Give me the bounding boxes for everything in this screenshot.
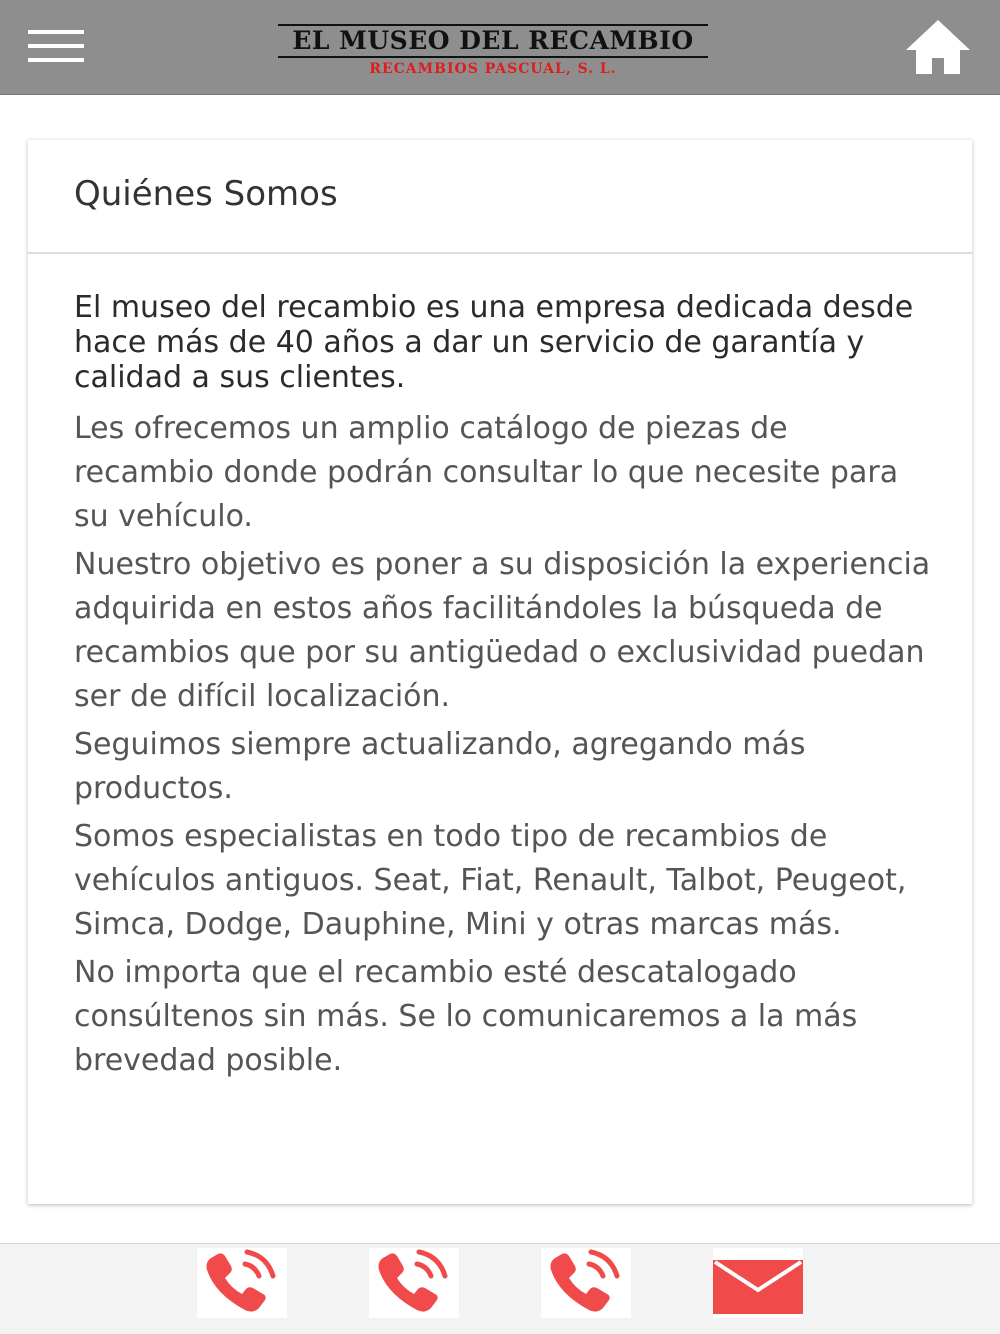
paragraph: Nuestro objetivo es poner a su disposición la experiencia adquirida en estos años facilitándoles la búsqueda de recambios que por su antigüedad o exclusividad puedan ser de difícil localización.	[74, 547, 931, 714]
paragraph: Les ofrecemos un amplio catálogo de piezas de recambio donde podrán consultar lo que necesite para su vehículo.	[74, 411, 899, 534]
logo-subtitle: RECAMBIOS PASCUAL, S. L.	[369, 61, 617, 77]
lead-paragraph: El museo del recambio es una empresa dedicada desde hace más de 40 años a dar un servicio de garantía y calidad a sus clientes.	[74, 290, 914, 395]
phone-icon	[541, 1248, 631, 1318]
bottom-contact-bar	[0, 1243, 1000, 1334]
mail-icon	[713, 1248, 803, 1318]
paragraph: Seguimos siempre actualizando, agregando más productos.	[74, 727, 806, 806]
call-button-2[interactable]	[369, 1248, 459, 1318]
card-body	[28, 254, 972, 1083]
email-button[interactable]	[713, 1248, 803, 1318]
call-button-3[interactable]	[541, 1248, 631, 1318]
paragraph: No importa que el recambio esté descatalogado consúltenos sin más. Se lo comunicaremos a la más brevedad posible.	[74, 955, 858, 1078]
phone-icon	[369, 1248, 459, 1318]
logo-title: EL MUSEO DEL RECAMBIO	[278, 24, 708, 58]
hamburger-menu-icon[interactable]	[28, 28, 84, 64]
site-logo[interactable]	[278, 24, 708, 84]
paragraph: Somos especialistas en todo tipo de recambios de vehículos antiguos. Seat, Fiat, Renault, Talbot, Peugeot, Simca, Dodge, Dauphine, Mini y otras marcas más.	[74, 819, 907, 942]
page-title: Quiénes Somos	[74, 174, 338, 214]
call-button-1[interactable]	[197, 1248, 287, 1318]
about-card	[28, 140, 972, 1204]
phone-icon	[197, 1248, 287, 1318]
top-navbar	[0, 0, 1000, 95]
home-icon[interactable]	[904, 18, 972, 76]
card-header	[28, 140, 972, 254]
